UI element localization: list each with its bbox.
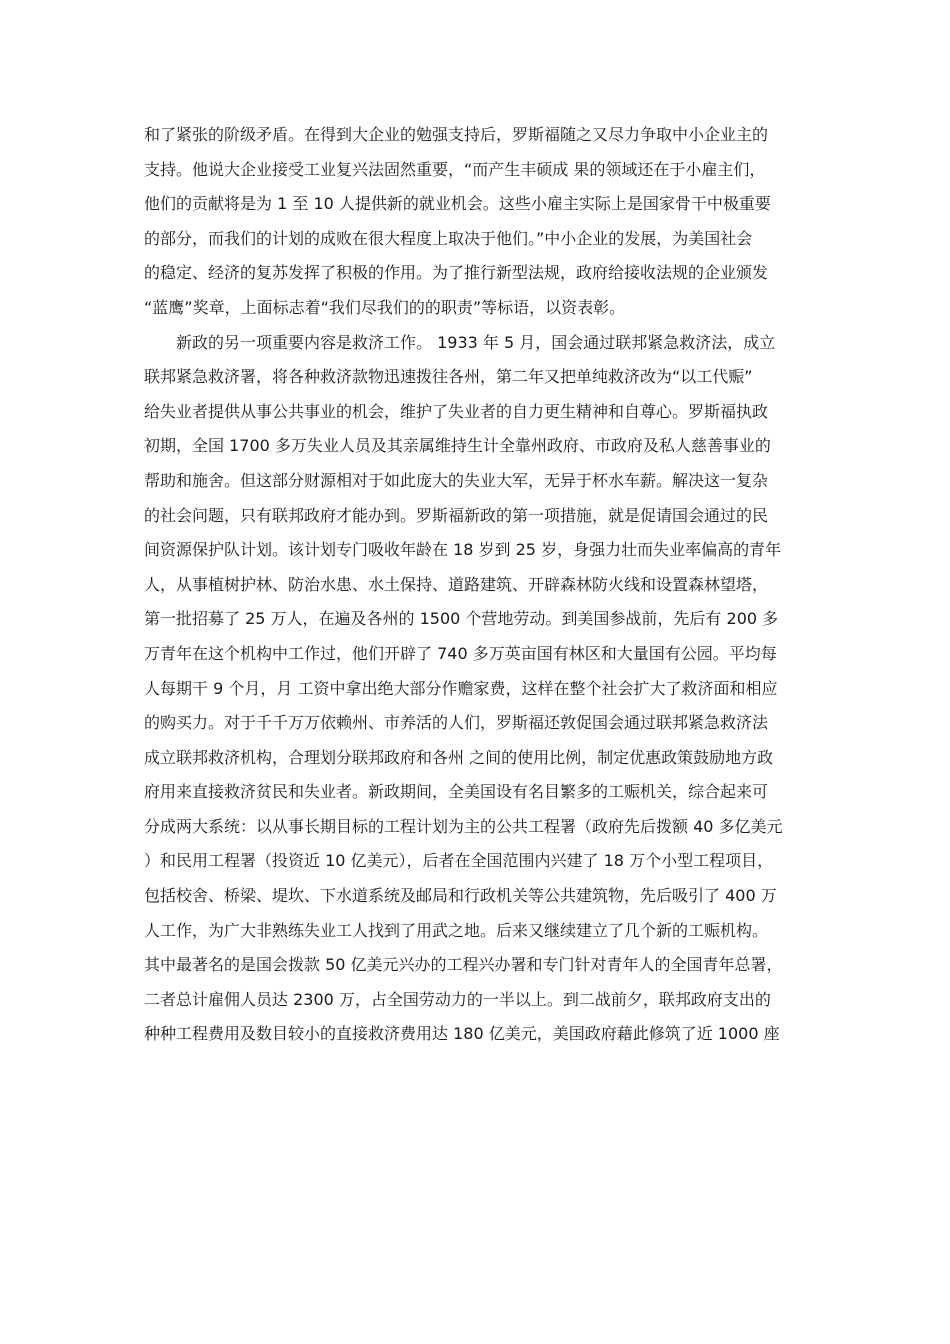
text-line: 人，从事植树护林、防治水患、水土保持、道路建筑、开辟森林防火线和设置森林望塔， (144, 574, 769, 594)
text-line: 的稳定、经济的复苏发挥了积极的作用。为了推行新型法规，政府给接收法规的企业颁发 (144, 263, 769, 283)
text-line: 万青年在这个机构中工作过，他们开辟了 740 多万英亩国有林区和大量国有公园。平均每 (144, 643, 777, 663)
text-line: 人每期干 9 个月，月 工资中拿出绝大部分作赡家费，这样在整个社会扩大了救济面和相应 (144, 678, 778, 698)
text-line: 人工作，为广大非熟练失业工人找到了用武之地。后来又继续建立了几个新的工赈机构。 (144, 920, 769, 940)
text-line: 二者总计雇佣人员达 2300 万，占全国劳动力的一半以上。到二战前夕，联邦政府支出的 (144, 989, 771, 1009)
text-line: 包括校舍、桥梁、堤坎、下水道系统及邮局和行政机关等公共建筑物，先后吸引了 400 万 (144, 886, 777, 906)
text-line: 联邦紧急救济署，将各种救济款物迅速拨往各州，第二年又把单纯救济改为“以工代赈” (144, 367, 753, 387)
text-line: 帮助和施舍。但这部分财源相对于如此庞大的失业大军，无异于杯水车薪。解决这一复杂 (144, 470, 769, 490)
text-line: 种种工程费用及数目较小的直接救济费用达 180 亿美元，美国政府藉此修筑了近 1000 座 (144, 1024, 780, 1044)
text-line: “蓝鹰”奖章，上面标志着“我们尽我们的的职责”等标语，以资表彰。 (144, 297, 626, 317)
text-line: 支持。他说大企业接受工业复兴法固然重要，“而产生丰硕成 果的领域还在于小雇主们， (144, 159, 766, 179)
text-line: 第一批招募了 25 万人，在遍及各州的 1500 个营地劳动。到美国参战前，先后有 200 多 (144, 609, 779, 629)
text-line: 和了紧张的阶级矛盾。在得到大企业的勉强支持后，罗斯福随之又尽力争取中小企业主的 (144, 125, 769, 144)
text-line: 他们的贡献将是为 1 至 10 人提供新的就业机会。这些小雇主实际上是国家骨干中极重要 (144, 194, 771, 214)
text-line: 的购买力。对于千千万万依赖州、市养活的人们，罗斯福还敦促国会通过联邦紧急救济法 (144, 713, 769, 733)
text-line: 给失业者提供从事公共事业的机会，维护了失业者的自力更生精神和自尊心。罗斯福执政 (144, 401, 769, 421)
text-line: ）和民用工程署（投资近 10 亿美元），后者在全国范围内兴建了 18 万个小型工程项目， (144, 851, 774, 871)
paragraph-first-line: 新政的另一项重要内容是救济工作。 1933 年 5 月，国会通过联邦紧急救济法，成立 (176, 332, 776, 352)
text-line: 的部分，而我们的计划的成败在很大程度上取决于他们。”中小企业的发展，为美国社会 (144, 228, 753, 248)
text-line: 初期，全国 1700 多万失业人员及其亲属维持生计全靠州政府、市政府及私人慈善事业的 (144, 436, 771, 456)
text-line: 间资源保护队计划。该计划专门吸收年龄在 18 岁到 25 岁，身强力壮而失业率偏高的青年 (144, 540, 782, 560)
body-text (144, 118, 814, 1052)
text-line: 成立联邦救济机构，合理划分联邦政府和各州 之间的使用比例，制定优惠政策鼓励地方政 (144, 747, 774, 767)
text-line: 的社会问题，只有联邦政府才能办到。罗斯福新政的第一项措施，就是促请国会通过的民 (144, 505, 769, 525)
text-line: 其中最著名的是国会拨款 50 亿美元兴办的工程兴办署和专门针对青年人的全国青年总署， (144, 955, 783, 975)
text-line: 府用来直接救济贫民和失业者。新政期间，全美国设有名目繁多的工赈机关，综合起来可 (144, 782, 769, 802)
text-line: 分成两大系统：以从事长期目标的工程计划为主的公共工程署（政府先后拨额 40 多亿美元 (144, 816, 783, 836)
